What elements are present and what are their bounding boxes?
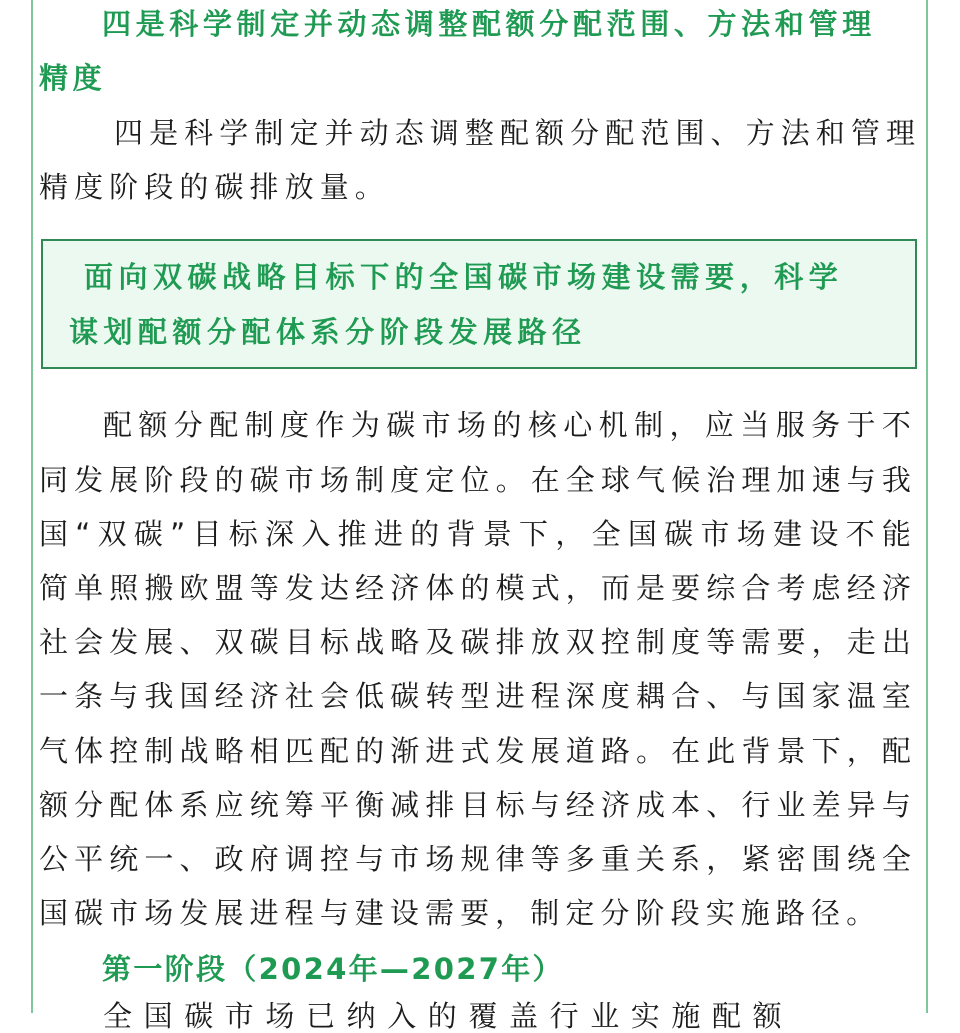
paragraph-line: 额分配体系应统筹平衡减排目标与经济成本、行业差异与: [39, 788, 917, 822]
section-body-line-2: 精度阶段的碳排放量。: [39, 170, 390, 204]
paragraph-line: 配额分配制度作为碳市场的核心机制，应当服务于不: [103, 408, 917, 442]
section-body-line-1: 四是科学制定并动态调整配额分配范围、方法和管理: [114, 116, 922, 150]
cutoff-line: 全国碳市场已纳入的覆盖行业实施配额: [103, 999, 794, 1033]
stage-heading: 第一阶段（2024年—2027年）: [102, 952, 564, 986]
left-border: [31, 0, 33, 1013]
paragraph-line: 国“双碳”目标深入推进的背景下，全国碳市场建设不能: [39, 517, 917, 551]
paragraph-line: 公平统一、政府调控与市场规律等多重关系，紧密围绕全: [39, 842, 917, 876]
section-heading-line-1: 四是科学制定并动态调整配额分配范围、方法和管理: [102, 7, 876, 41]
paragraph-line: 气体控制战略相匹配的渐进式发展道路。在此背景下，配: [39, 734, 917, 768]
section-heading-line-2: 精度: [39, 61, 107, 95]
paragraph-line: 同发展阶段的碳市场制度定位。在全球气候治理加速与我: [39, 463, 917, 497]
callout-line-2: 谋划配额分配体系分阶段发展路径: [69, 315, 587, 349]
paragraph-line: 社会发展、双碳目标战略及碳排放双控制度等需要，走出: [39, 625, 917, 659]
paragraph-line: 一条与我国经济社会低碳转型进程深度耦合、与国家温室: [39, 679, 917, 713]
paragraph-line: 简单照搬欧盟等发达经济体的模式，而是要综合考虑经济: [39, 571, 917, 605]
right-border: [926, 0, 928, 1013]
callout-box: [41, 239, 917, 369]
paragraph-line: 国碳市场发展进程与建设需要，制定分阶段实施路径。: [39, 896, 882, 930]
callout-line-1: 面向双碳战略目标下的全国碳市场建设需要，科学: [84, 260, 844, 294]
